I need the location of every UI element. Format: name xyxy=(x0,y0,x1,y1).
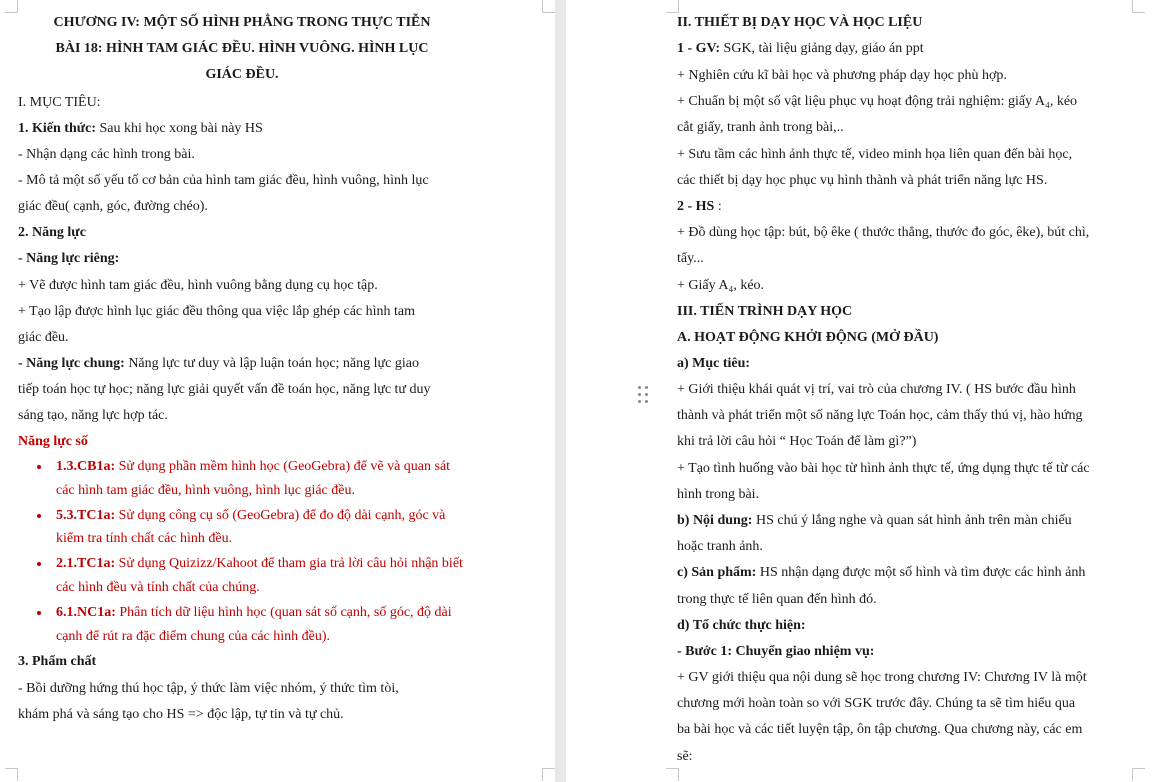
teacher-label: 1 - GV: xyxy=(677,41,721,56)
page-corner-mark xyxy=(542,768,555,781)
digital-competence-heading: Năng lực số xyxy=(18,434,88,449)
competence-code: 6.1.NC1a: xyxy=(56,605,116,620)
text-line: sáng tạo, năng lực hợp tác. xyxy=(18,408,168,423)
heading-qualities: 3. Phẩm chất xyxy=(18,654,97,669)
text-line: các thiết bị dạy học phục vụ hình thành và phát triển năng lực HS. xyxy=(677,173,1048,188)
competence-text: Sử dụng phần mềm hình học (GeoGebra) để vẽ và quan sát xyxy=(118,459,451,474)
text-line: khám phá và sáng tạo cho HS => độc lập, tự tin và tự chủ. xyxy=(18,707,344,722)
handle-dot xyxy=(638,393,641,396)
competence-text: Sử dụng công cụ số (GeoGebra) để đo độ dài cạnh, góc và xyxy=(118,508,446,523)
product-line xyxy=(677,564,1085,582)
content-line xyxy=(677,512,1072,530)
content-label: b) Nội dung: xyxy=(677,513,753,528)
text-line: - Bồi dưỡng hứng thú học tập, ý thức làm việc nhóm, ý thức tìm tòi, xyxy=(18,681,399,696)
page-corner-mark xyxy=(5,768,18,781)
page-corner-mark xyxy=(666,768,679,781)
text-line: ba bài học và các tiết luyện tập, ôn tập chương. Qua chương này, các em xyxy=(677,722,1083,737)
step1-label: - Bước 1: Chuyển giao nhiệm vụ: xyxy=(677,644,875,659)
document-page-left xyxy=(0,0,555,782)
lesson-title-cont: GIÁC ĐỀU. xyxy=(205,67,279,82)
content-text: HS chú ý lắng nghe và quan sát hình ảnh trên màn chiếu xyxy=(755,513,1072,528)
student-line xyxy=(677,198,722,216)
text-line: + GV giới thiệu qua nội dung sẽ học trong chương IV: Chương IV là một xyxy=(677,670,1087,685)
text-line: + Giấy A₄, kéo. xyxy=(677,278,765,293)
lesson-title: BÀI 18: HÌNH TAM GIÁC ĐỀU. HÌNH VUÔNG. HÌNH LỤC xyxy=(55,41,429,56)
text-line: hình trong bài. xyxy=(677,487,760,502)
text-line: giác đều. xyxy=(18,330,69,345)
general-competence-text: Năng lực tư duy và lập luận toán học; năng lực giao xyxy=(128,356,419,371)
text-line: thành và phát triển một số năng lực Toán học, cảm thấy thú vị, hào hứng xyxy=(677,408,1083,423)
competence-text-cont: các hình tam giác đều, hình vuông, hình lục giác đều. xyxy=(56,483,355,498)
text-line: + Giới thiệu khái quát vị trí, vai trò của chương IV. ( HS bước đầu hình xyxy=(677,382,1076,397)
text-line: + Đồ dùng học tập: bút, bộ êke ( thước thẳng, thước đo góc, êke), bút chì, xyxy=(677,225,1090,240)
handle-dot xyxy=(645,393,648,396)
text-line: tiếp toán học tự học; năng lực giải quyết vấn đề toán học, năng lực tư duy xyxy=(18,382,431,397)
handle-dot xyxy=(645,400,648,403)
knowledge-line xyxy=(18,120,263,138)
competence-text-cont: kiểm tra tính chất các hình đều. xyxy=(56,531,233,546)
digital-competence-item xyxy=(56,458,450,476)
general-competence-label: - Năng lực chung: xyxy=(18,356,125,371)
text-line: + Tạo tình huống vào bài học từ hình ảnh thực tế, ứng dụng thực tế từ các xyxy=(677,461,1090,476)
organization-label: d) Tổ chức thực hiện: xyxy=(677,618,806,633)
bullet-dot-icon xyxy=(37,562,41,566)
competence-text: Phân tích dữ liệu hình học (quan sát số cạnh, số góc, độ dài xyxy=(119,605,452,620)
chapter-title: CHƯƠNG IV: MỘT SỐ HÌNH PHẲNG TRONG THỰC TIỄN xyxy=(53,15,431,30)
document-page-right xyxy=(566,0,1162,782)
text-line: chương mới hoàn toàn so với SGK trước đây. Chúng ta sẽ tìm hiểu qua xyxy=(677,696,1076,711)
text-line: giác đều( cạnh, góc, đường chéo). xyxy=(18,199,208,214)
bullet-dot-icon xyxy=(37,514,41,518)
text-line: + Tạo lập được hình lục giác đều thông qua việc lắp ghép các hình tam xyxy=(18,304,416,319)
knowledge-label: 1. Kiến thức: xyxy=(18,121,97,136)
text-line: + Vẽ được hình tam giác đều, hình vuông bằng dụng cụ học tập. xyxy=(18,278,378,293)
text-line: cắt giấy, tranh ảnh trong bài,.. xyxy=(677,120,844,135)
page-corner-mark xyxy=(1132,768,1145,781)
text-line: tẩy... xyxy=(677,251,704,266)
page-corner-mark xyxy=(542,0,555,13)
handle-dot xyxy=(638,400,641,403)
text-line: trong thực tế liên quan đến hình đó. xyxy=(677,592,877,607)
specific-competence-label: - Năng lực riêng: xyxy=(18,251,120,266)
product-text: HS nhận dạng được một số hình và tìm được các hình ảnh xyxy=(759,565,1086,580)
teacher-text: SGK, tài liệu giảng dạy, giáo án ppt xyxy=(723,41,924,56)
page-corner-mark xyxy=(666,0,679,13)
text-line: khi trả lời câu hỏi “ Học Toán để làm gì?”) xyxy=(677,434,917,449)
product-label: c) Sản phẩm: xyxy=(677,565,757,580)
text-line: + Sưu tầm các hình ảnh thực tế, video minh họa liên quan đến bài học, xyxy=(677,147,1073,162)
text-line: - Mô tả một số yếu tố cơ bản của hình tam giác đều, hình vuông, hình lục xyxy=(18,173,429,188)
competence-text: Sử dụng Quizizz/Kahoot để tham gia trả lời câu hỏi nhận biết xyxy=(118,556,463,571)
competence-code: 1.3.CB1a: xyxy=(56,459,116,474)
heading-equipment: II. THIẾT BỊ DẠY HỌC VÀ HỌC LIỆU xyxy=(677,15,923,30)
heading-teaching-process: III. TIẾN TRÌNH DẠY HỌC xyxy=(677,304,853,319)
general-competence-line xyxy=(18,355,419,373)
heading-warmup: A. HOẠT ĐỘNG KHỞI ĐỘNG (MỞ ĐẦU) xyxy=(677,330,939,345)
digital-competence-item xyxy=(56,604,452,622)
digital-competence-item xyxy=(56,555,463,573)
competence-text-cont: cạnh để rút ra đặc điểm chung của các hình đều). xyxy=(56,629,331,644)
knowledge-text: Sau khi học xong bài này HS xyxy=(99,121,263,136)
heading-objectives: I. MỤC TIÊU: xyxy=(18,95,101,110)
text-line: hoặc tranh ảnh. xyxy=(677,539,763,554)
competence-code: 2.1.TC1a: xyxy=(56,556,116,571)
drag-handle-icon[interactable] xyxy=(636,384,650,406)
page-corner-mark xyxy=(1132,0,1145,13)
handle-dot xyxy=(638,386,641,389)
competence-text-cont: các hình đều và tính chất của chúng. xyxy=(56,580,260,595)
competence-code: 5.3.TC1a: xyxy=(56,508,116,523)
handle-dot xyxy=(645,386,648,389)
text-line: + Nghiên cứu kĩ bài học và phương pháp dạy học phù hợp. xyxy=(677,68,1007,83)
bullet-dot-icon xyxy=(37,465,41,469)
student-colon: : xyxy=(717,199,722,214)
text-line: - Nhận dạng các hình trong bài. xyxy=(18,147,195,162)
page-corner-mark xyxy=(5,0,18,13)
teacher-line xyxy=(677,40,924,58)
objective-label: a) Mục tiêu: xyxy=(677,356,751,371)
digital-competence-item xyxy=(56,507,445,525)
bullet-dot-icon xyxy=(37,611,41,615)
student-label: 2 - HS xyxy=(677,199,715,214)
text-line: + Chuẩn bị một số vật liệu phục vụ hoạt động trải nghiệm: giấy A₄, kéo xyxy=(677,94,1078,109)
heading-competence: 2. Năng lực xyxy=(18,225,86,240)
text-line: sẽ: xyxy=(677,749,693,764)
